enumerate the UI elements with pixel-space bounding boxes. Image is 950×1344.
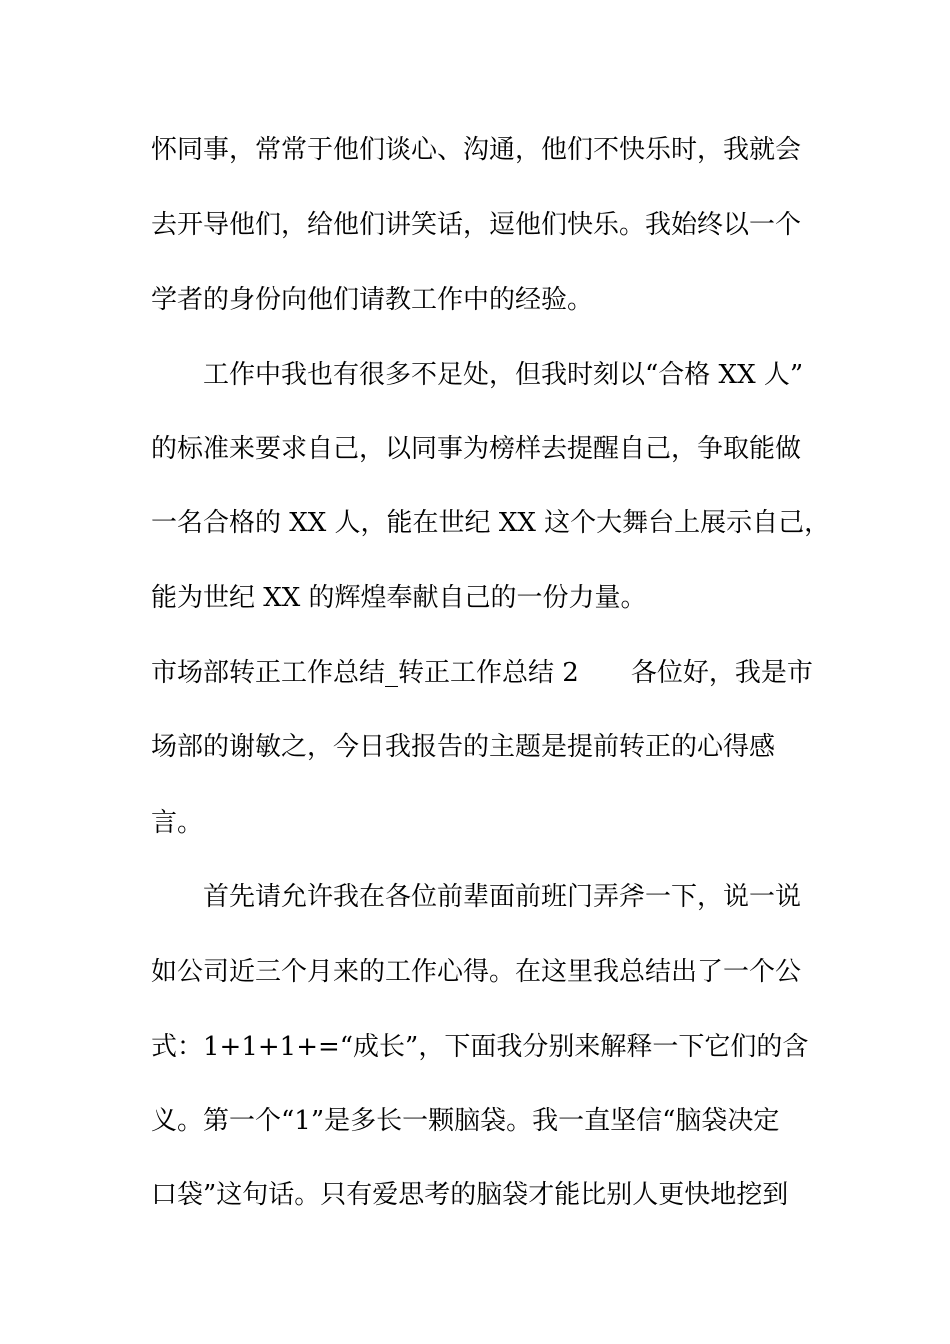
paragraph-3-line-2: 场部的谢敏之，今日我报告的主题是提前转正的心得感 xyxy=(151,732,776,762)
paragraph-4-line-5: 口袋”这句话。只有爱思考的脑袋才能比别人更快地挖到 xyxy=(151,1180,789,1210)
paragraph-2-line-2: 的标准来要求自己，以同事为榜样去提醒自己，争取能做 xyxy=(151,434,802,464)
paragraph-2-line-1: 工作中我也有很多不足处，但我时刻以“合格 XX 人” xyxy=(203,360,804,390)
paragraph-2-line-4: 能为世纪 XX 的辉煌奉献自己的一份力量。 xyxy=(151,583,647,613)
paragraph-1-line-2: 去开导他们，给他们讲笑话，逗他们快乐。我始终以一个 xyxy=(151,210,802,240)
paragraph-1-line-1: 怀同事，常常于他们谈心、沟通，他们不快乐时，我就会 xyxy=(151,135,802,165)
paragraph-4-line-1: 首先请允许我在各位前辈面前班门弄斧一下，说一说 xyxy=(203,882,802,912)
paragraph-1-line-3: 学者的身份向他们请教工作中的经验。 xyxy=(151,285,594,315)
paragraph-4-line-2: 如公司近三个月来的工作心得。在这里我总结出了一个公 xyxy=(151,957,802,987)
section-heading-line xyxy=(151,653,813,693)
paragraph-4-line-3: 式：1+1+1+=“成长”，下面我分别来解释一下它们的含 xyxy=(151,1032,809,1062)
paragraph-3-line-3: 言。 xyxy=(151,808,204,838)
paragraph-3-first-text: 各位好，我是市 xyxy=(630,658,813,688)
section-heading: 市场部转正工作总结_转正工作总结 2 xyxy=(151,658,579,688)
paragraph-2-line-3: 一名合格的 XX 人，能在世纪 XX 这个大舞台上展示自己， xyxy=(151,508,831,538)
paragraph-4-line-4: 义。第一个“1”是多长一颗脑袋。我一直坚信“脑袋决定 xyxy=(151,1106,780,1136)
